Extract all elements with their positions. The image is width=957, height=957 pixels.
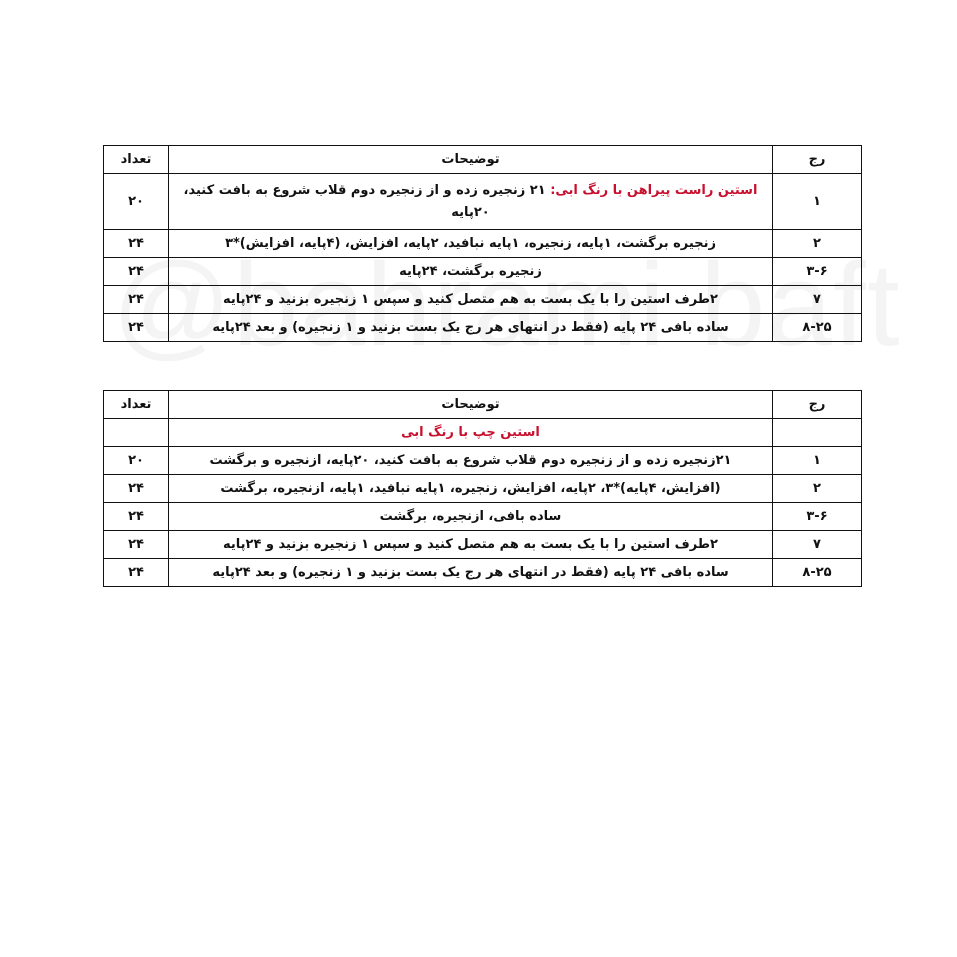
row-number: ۷ bbox=[773, 286, 862, 314]
stitch-count: ۲۴ bbox=[104, 286, 169, 314]
stitch-count: ۲۰ bbox=[104, 447, 169, 475]
section-title: استین راست پیراهن با رنگ ابی: bbox=[550, 182, 758, 198]
table-row bbox=[104, 258, 862, 286]
empty-cell bbox=[104, 419, 169, 447]
row-description: ۲طرف استین را با یک بست به هم متصل کنید و سپس ۱ زنجیره بزنید و ۲۴پایه bbox=[169, 286, 773, 314]
stitch-count: ۲۴ bbox=[104, 503, 169, 531]
row-header: رج bbox=[773, 391, 862, 419]
row-description: (افزایش، ۴پایه)*۳، ۲پایه، افزایش، زنجیره، ۱پایه نبافید، ۱پایه، ازنجیره، برگشت bbox=[169, 475, 773, 503]
row-number: ۲ bbox=[773, 475, 862, 503]
table-header-row bbox=[104, 146, 862, 174]
table-row bbox=[104, 314, 862, 342]
row-description bbox=[169, 174, 773, 230]
row-number: ۸-۲۵ bbox=[773, 559, 862, 587]
table-row bbox=[104, 230, 862, 258]
table-row bbox=[104, 174, 862, 230]
table-row bbox=[104, 286, 862, 314]
stitch-count: ۲۴ bbox=[104, 230, 169, 258]
row-number: ۱ bbox=[773, 447, 862, 475]
right-sleeve-table bbox=[103, 145, 862, 342]
section-title: استین چپ با رنگ ابی bbox=[169, 419, 773, 447]
description-header: توضیحات bbox=[169, 391, 773, 419]
section-title-row bbox=[104, 419, 862, 447]
row-number: ۸-۲۵ bbox=[773, 314, 862, 342]
row-number: ۷ bbox=[773, 531, 862, 559]
row-description: ساده بافی ۲۴ پایه (فقط در انتهای هر رج یک بست بزنید و ۱ زنجیره) و بعد ۲۴پایه bbox=[169, 314, 773, 342]
row-number: ۳-۶ bbox=[773, 503, 862, 531]
stitch-count: ۲۴ bbox=[104, 531, 169, 559]
row-description: زنجیره برگشت، ۱پایه، زنجیره، ۱پایه نبافید، ۲پایه، افزایش، (۴پایه، افزایش)*۳ bbox=[169, 230, 773, 258]
left-sleeve-table bbox=[103, 390, 862, 587]
table-row bbox=[104, 559, 862, 587]
count-header: تعداد bbox=[104, 146, 169, 174]
row-description-text: ۲۱ زنجیره زده و از زنجیره دوم قلاب شروع به بافت کنید، ۲۰پایه bbox=[183, 182, 551, 220]
table-header-row bbox=[104, 391, 862, 419]
table-row bbox=[104, 475, 862, 503]
row-number: ۱ bbox=[773, 174, 862, 230]
row-description: ساده بافی ۲۴ پایه (فقط در انتهای هر رج یک بست بزنید و ۱ زنجیره) و بعد ۲۴پایه bbox=[169, 559, 773, 587]
row-number: ۳-۶ bbox=[773, 258, 862, 286]
row-number: ۲ bbox=[773, 230, 862, 258]
row-description: ساده بافی، ازنجیره، برگشت bbox=[169, 503, 773, 531]
row-description: زنجیره برگشت، ۲۴پایه bbox=[169, 258, 773, 286]
row-description: ۲طرف استین را با یک بست به هم متصل کنید و سپس ۱ زنجیره بزنید و ۲۴پایه bbox=[169, 531, 773, 559]
table-row bbox=[104, 531, 862, 559]
row-description: ۲۱زنجیره زده و از زنجیره دوم قلاب شروع به بافت کنید، ۲۰پایه، ازنجیره و برگشت bbox=[169, 447, 773, 475]
row-header: رج bbox=[773, 146, 862, 174]
stitch-count: ۲۴ bbox=[104, 559, 169, 587]
count-header: تعداد bbox=[104, 391, 169, 419]
description-header: توضیحات bbox=[169, 146, 773, 174]
stitch-count: ۲۴ bbox=[104, 314, 169, 342]
stitch-count: ۲۰ bbox=[104, 174, 169, 230]
table-row bbox=[104, 503, 862, 531]
stitch-count: ۲۴ bbox=[104, 258, 169, 286]
empty-cell bbox=[773, 419, 862, 447]
stitch-count: ۲۴ bbox=[104, 475, 169, 503]
table-row bbox=[104, 447, 862, 475]
